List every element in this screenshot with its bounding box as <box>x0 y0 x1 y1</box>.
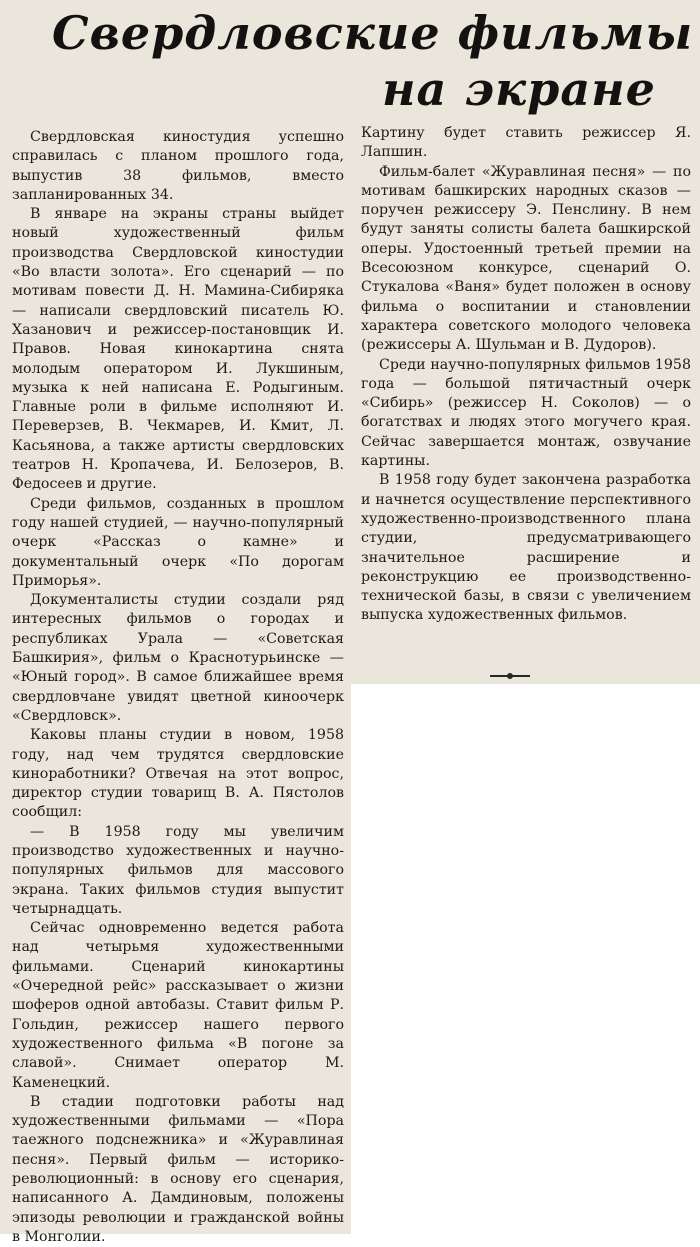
paragraph: В 1958 году будет закончена разработка и начнется осуществление перспективного художественно-производственного плана студии, предусматривающего значительное расширение и реконструкцию ее производственно-технической базы, в связи с увеличением выпуска художественных фильмов. <box>361 472 691 624</box>
paragraph: Документалисты студии создали ряд интересных фильмов о городах и республиках Урала — «Советская Башкирия», фильм о Краснотурьинске — «Юный город». В самое ближайшее время свердловчане увидят цветной кинoочерк «Свердловск». <box>12 592 344 724</box>
paragraph: Сейчас одновременно ведется работа над четырьмя художественными фильмами. Сценарий кинокартины «Очередной рейс» рассказывает о жизни шоферов одной автобазы. Ставит фильм Р. Гольдин, режиссер нашего первого художественного фильма «В погоне за славой». Снимает оператор М. Каменецкий. <box>12 920 344 1091</box>
paragraph: В стадии подготовки работы над художественными фильмами — «Пора таежного подснежника» и «Журавлиная песня». Первый фильм — историко-революционный: в основу его сценария, написанного А. Дамдиновым, положены эпизоды революции и гражданской войны в Монголии. <box>12 1093 344 1245</box>
headline-line-1: Свердловские фильмы <box>52 6 694 60</box>
headline-line-2: на экране <box>382 62 656 116</box>
paragraph-continued: Картину будет ставить режиссер Я. Лапшин. <box>361 125 691 161</box>
paragraph: Свердловская киностудия успешно справилась с планом прошлого года, выпустив 38 фильмов, вместо запланированных 34. <box>12 129 344 203</box>
paragraph: Каковы планы студии в новом, 1958 году, над чем трудятся свердловские киноработники? Отвечая на этот вопрос, директор студии товарищ В. А. Пястолов сообщил: <box>12 727 344 821</box>
paragraph: Среди научно-популярных фильмов 1958 года — большой пятичастный очерк «Сибирь» (режиссер Н. Соколов) — о богатствах и людях этого могучего края. Сейчас завершается монтаж, озвучание картины. <box>361 356 691 470</box>
paragraph: — В 1958 году мы увеличим производство художественных и научно-популярных фильмов для массового экрана. Таких фильмов студия выпустит четырнадцать. <box>12 823 344 917</box>
paragraph: В январе на экраны страны выйдет новый художественный фильм производства Свердловской киностудии «Во власти золота». Его сценарий — по мотивам повести Д. Н. Мамина-Сибиряка — написали свердловский писатель Ю. Хазанович и режиссер-постановщик И. Правов. Новая кинокартина снята молодым оператором И. Лукшиным, музыка к ней написана Е. Родыгиным. Главные роли в фильме исполняют И. Переверзев, В. Чекмарев, И. Кмит, Л. Касьянова, а также артисты свердловских театров Н. Кропачева, И. Белозеров, В. Федосеев и другие. <box>12 206 344 493</box>
left-column <box>12 128 344 1247</box>
article-headline <box>0 0 700 128</box>
right-column <box>361 124 691 626</box>
end-of-article-ornament <box>490 673 530 679</box>
ornament-dot <box>507 673 513 679</box>
paragraph: Среди фильмов, созданных в прошлом году нашей студией, — научно-популярный очерк «Рассказ о камне» и документальный очерк «По дорогам Приморья». <box>12 495 344 589</box>
paragraph: Фильм-балет «Журавлиная песня» — по мотивам башкирских народных сказов — поручен режиссеру Э. Пенслину. В нем будут заняты солисты балета башкирской оперы. Удостоенный третьей премии на Всесоюзном конкурсе, сценарий О. Стукалова «Ваня» будет положен в основу фильма о воспитании и становлении характера советского молодого человека (режиссеры А. Шульман и В. Дудоров). <box>361 163 691 354</box>
